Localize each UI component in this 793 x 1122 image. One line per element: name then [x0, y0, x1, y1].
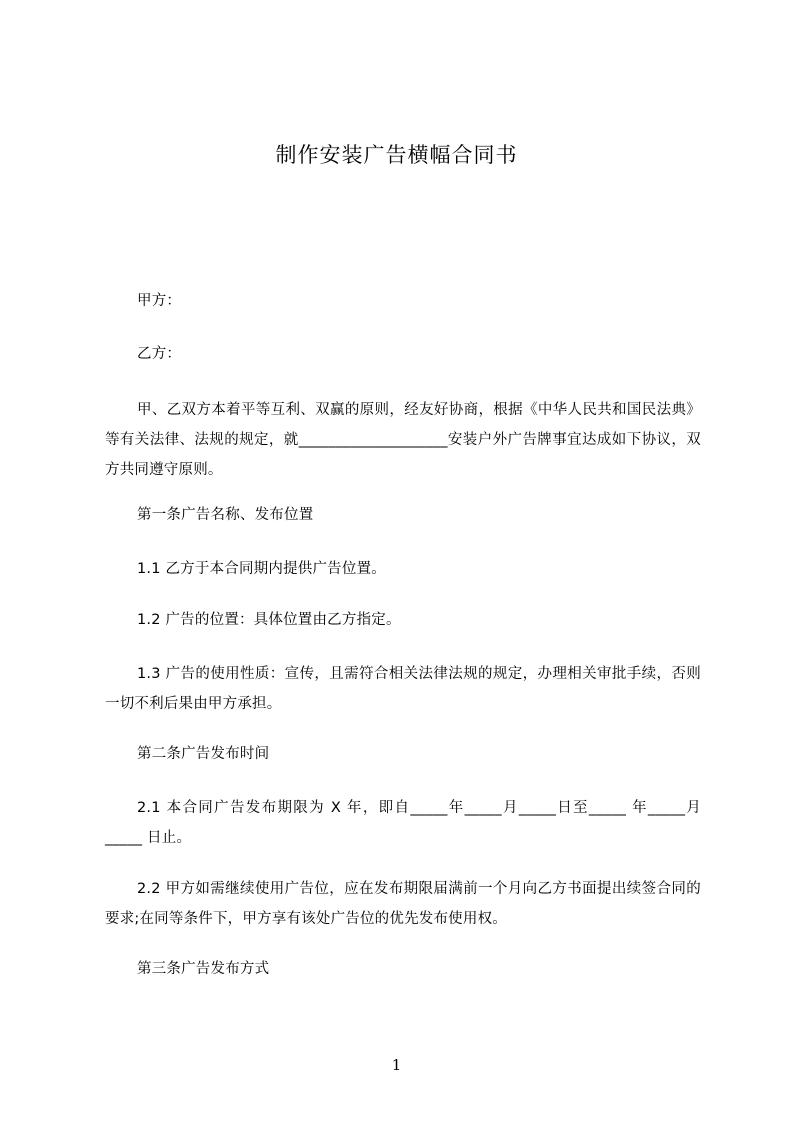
preamble-paragraph: 甲、乙双方本着平等互利、双赢的原则，经友好协商，根据《中华人民共和国民法典》等有关法律、法规的规定，就____________________安装户外广告牌事宜达成如下协议，双方共同遵守原则。	[105, 402, 701, 478]
clause-1-2: 1.2 广告的位置：具体位置由乙方指定。	[137, 612, 401, 628]
article-1-heading: 第一条广告名称、发布位置	[137, 507, 314, 523]
clause-1-3: 1.3 广告的使用性质：宣传，且需符合相关法律法规的规定，办理相关审批手续，否则一切不利后果由甲方承担。	[105, 666, 701, 712]
article-2-heading: 第二条广告发布时间	[137, 746, 270, 762]
clause-2-1: 2.1 本合同广告发布期限为 X 年，即自_____年_____月_____日至_____ 年_____月_____ 日止。	[105, 800, 701, 846]
party-b-line: 乙方：	[137, 346, 182, 362]
clause-2-2: 2.2 甲方如需继续使用广告位，应在发布期限届满前一个月向乙方书面提出续签合同的要求;在同等条件下，甲方享有该处广告位的优先发布使用权。	[105, 881, 701, 927]
clause-1-1: 1.1 乙方于本合同期内提供广告位置。	[137, 561, 386, 577]
party-a-line: 甲方：	[137, 293, 182, 309]
page-number: 1	[391, 1056, 402, 1074]
article-3-heading: 第三条广告发布方式	[137, 961, 270, 977]
document-title: 制作安装广告横幅合同书	[275, 143, 518, 167]
